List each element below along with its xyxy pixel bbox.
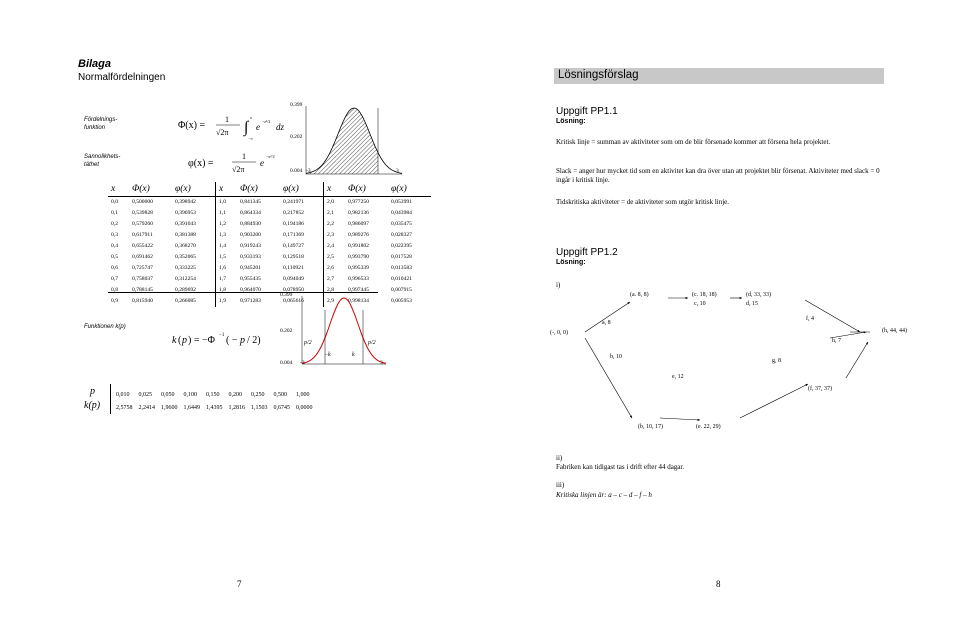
table-header-cell: Φ(x) — [129, 182, 172, 197]
left-page-number: 7 — [237, 579, 242, 589]
kp-table-divider — [110, 384, 111, 414]
plot1-xmin-label: -3 — [306, 168, 311, 174]
part-ii-text: Fabriken kan tidigast tas i drift efter 44 dagar. — [556, 463, 685, 471]
svg-text:−z²/2: −z²/2 — [262, 119, 271, 124]
node-f: (f, 37, 37) — [808, 386, 832, 392]
svg-text:(: ( — [178, 335, 182, 346]
table-cell: 0,8 — [111, 287, 118, 293]
svg-text:dz: dz — [276, 122, 285, 132]
edge-e-label: e, 12 — [672, 374, 684, 380]
table-cell: 0,919243 — [240, 243, 261, 249]
table-header-cell: φ(x) — [388, 182, 431, 197]
table-cell: 0,010421 — [391, 276, 412, 282]
pp2-solution-label: Lösning: — [556, 259, 586, 266]
table-cell: 0,964070 — [240, 287, 261, 293]
right-page-number: 8 — [716, 579, 721, 589]
svg-text:√2π: √2π — [232, 165, 245, 174]
table-cell: 0,289692 — [175, 287, 196, 293]
svg-text:k: k — [172, 335, 177, 346]
pp1-paragraph-critical: Kritisk linje = summan av aktiviteter som om de blir försenade kommer att försena hela projektet. — [556, 138, 831, 146]
node-a: (a. 8, 8) — [630, 292, 649, 298]
table-cell: 0,149727 — [283, 243, 304, 249]
k-value-cell: 1,1503 — [251, 404, 268, 411]
kp-plot-svg — [280, 290, 390, 370]
p-value-cell: 0,100 — [183, 391, 197, 398]
normal-cdf-plot — [290, 100, 405, 180]
p-value-cell: 1,000 — [296, 391, 310, 398]
pp1-paragraph-timecritical: Tidskritiska aktiviteter = de aktiviteter som utgör kritisk linje. — [556, 198, 730, 206]
pdf-formula — [186, 146, 286, 180]
page-subtitle: Normalfördelningen — [78, 72, 166, 83]
table-cell: 0,333225 — [175, 265, 196, 271]
plot2-ymin-label: 0.004 — [280, 360, 293, 366]
table-cell: 0,0 — [111, 199, 118, 205]
k-value-cell: 1,4395 — [206, 404, 223, 411]
kp-table-row — [116, 388, 319, 401]
table-row — [108, 208, 431, 219]
table-cell: 0,758037 — [132, 276, 153, 282]
table-cell: 0,997445 — [348, 287, 369, 293]
table-cell: 0,933193 — [240, 254, 261, 260]
table-cell: 0,312254 — [175, 276, 196, 282]
plot1-ymax-label: 0.399 — [290, 102, 303, 108]
plot2-ymax-label: 0.399 — [280, 292, 293, 298]
table-cell: 0,110921 — [283, 265, 304, 271]
table-cell: 0,013583 — [391, 265, 412, 271]
table-cell: 2,1 — [324, 208, 346, 219]
table-cell: 0,017528 — [391, 254, 412, 260]
table-cell: 0,078950 — [283, 287, 304, 293]
table-header-cell: x — [324, 182, 346, 197]
table-cell: 0,094049 — [283, 276, 304, 282]
p-value-cell: 0,500 — [273, 391, 287, 398]
part-ii-label: ii) — [556, 454, 563, 462]
svg-text:−1: −1 — [219, 333, 225, 338]
table-cell: 1,5 — [216, 252, 238, 263]
table-cell: 0,398942 — [175, 199, 196, 205]
table-row — [108, 274, 431, 285]
table-cell: 0,396953 — [175, 210, 196, 216]
k-value-cell: 1,9600 — [161, 404, 178, 411]
svg-text:φ(x) =: φ(x) = — [188, 158, 214, 169]
table-cell: 0,005953 — [391, 298, 412, 304]
table-cell: 1,0 — [216, 197, 238, 209]
node-e: (e. 22, 29) — [696, 424, 721, 430]
kp-table-row — [116, 401, 319, 414]
part-i-label: i) — [556, 281, 561, 289]
k-value-cell: 2,2414 — [138, 404, 155, 411]
svg-text:p: p — [182, 335, 187, 346]
table-cell: 2,6 — [324, 263, 346, 274]
table-cell: 0,5 — [111, 254, 118, 260]
table-cell: 0,884930 — [240, 221, 261, 227]
network-arrows — [550, 288, 960, 438]
table-cell: 0,815940 — [132, 298, 153, 304]
part-iii-label: iii) — [556, 481, 565, 489]
table-cell: 0,998134 — [348, 298, 369, 304]
svg-text:√2π: √2π — [216, 128, 229, 137]
svg-text:/ 2): / 2) — [247, 335, 261, 346]
table-header-cell: x — [216, 182, 238, 197]
table-cell: 0,991802 — [348, 243, 369, 249]
kp-plot — [280, 290, 390, 370]
table-header-cell: x — [108, 182, 129, 197]
node-c: (c. 18, 18) — [692, 292, 717, 298]
edge-f-label: f, 4 — [806, 316, 814, 322]
table-cell: 0,352065 — [175, 254, 196, 260]
edge-a-label: a, 8 — [602, 320, 611, 326]
table-cell: 0,381388 — [175, 232, 196, 238]
table-header-cell: Φ(x) — [237, 182, 280, 197]
table-cell: 0,217852 — [283, 210, 304, 216]
part-iii-text: Kritiska linjen är: a – c – d – f – h — [556, 491, 652, 499]
kp-formula — [170, 328, 280, 350]
table-cell: 0,579260 — [132, 221, 153, 227]
plot2-k-label: k — [352, 352, 355, 358]
table-cell: 0,391043 — [175, 221, 196, 227]
table-cell: 0,989276 — [348, 232, 369, 238]
plot1-xmax-label: 3 — [396, 168, 399, 174]
table-row — [108, 241, 431, 252]
p-value-cell: 0,250 — [251, 391, 265, 398]
right-page — [480, 0, 960, 619]
p-label: p — [90, 386, 95, 397]
p-value-cell: 0,150 — [206, 391, 220, 398]
k-value-cell: 0,0000 — [296, 404, 313, 411]
table-cell: 0,2 — [111, 221, 118, 227]
pp1-solution-label: Lösning: — [556, 118, 586, 125]
svg-text:( −: ( − — [226, 335, 238, 346]
table-cell: 0,864334 — [240, 210, 261, 216]
table-header-row — [108, 182, 431, 197]
kp-row-label: k(p) — [84, 400, 101, 411]
table-header-cell: φ(x) — [280, 182, 324, 197]
table-cell: 2,4 — [324, 241, 346, 252]
edge-g-label: g, 8 — [772, 358, 781, 364]
table-cell: 0,903200 — [240, 232, 261, 238]
table-row — [108, 197, 431, 209]
table-row — [108, 219, 431, 230]
table-cell: 2,7 — [324, 274, 346, 285]
table-cell: 0,007915 — [391, 287, 412, 293]
edge-b-label: b, 10 — [610, 354, 622, 360]
table-cell: 0,841345 — [240, 199, 261, 205]
table-cell: 0,266085 — [175, 298, 196, 304]
table-cell: 0,655422 — [132, 243, 153, 249]
table-cell: 0,982136 — [348, 210, 369, 216]
page-title: Bilaga — [78, 58, 112, 70]
table-cell: 1,2 — [216, 219, 238, 230]
p-value-cell: 0,200 — [228, 391, 242, 398]
table-cell: 0,996533 — [348, 276, 369, 282]
table-cell: 0,500000 — [132, 199, 153, 205]
table-row — [108, 230, 431, 241]
table-cell: 2,2 — [324, 219, 346, 230]
svg-text:1: 1 — [242, 152, 246, 161]
node-d: (d, 33, 33) — [746, 292, 771, 298]
table-cell: 2,8 — [324, 285, 346, 296]
table-cell: 0,945201 — [240, 265, 261, 271]
svg-text:−x²/2: −x²/2 — [266, 154, 275, 159]
table-cell: 1,9 — [216, 296, 238, 307]
table-row — [108, 263, 431, 274]
table-cell: 0,788145 — [132, 287, 153, 293]
p-value-cell: 0,050 — [161, 391, 175, 398]
kp-function-label: Funktionen k(p) — [84, 324, 126, 330]
density-label: Sannolikhets- täthet — [84, 154, 121, 168]
plot1-ymin-label: 0.004 — [290, 168, 303, 174]
table-cell: 0,129518 — [283, 254, 304, 260]
distribution-label: Fördelnings- funktion — [84, 117, 118, 131]
table-cell: 0,971283 — [240, 298, 261, 304]
table-cell: 0,1 — [111, 210, 118, 216]
table-cell: 1,7 — [216, 274, 238, 285]
svg-text:−∞: −∞ — [248, 136, 254, 141]
pp2-title: Uppgift PP1.2 — [556, 247, 618, 258]
table-header-cell: Φ(x) — [345, 182, 388, 197]
table-cell: 0,9 — [111, 298, 118, 304]
plot2-ymid-label: 0.202 — [280, 328, 293, 334]
table-cell: 0,4 — [111, 243, 118, 249]
table-cell: 1,4 — [216, 241, 238, 252]
table-cell: 0,368270 — [175, 243, 196, 249]
svg-text:∫: ∫ — [244, 119, 249, 136]
plot2-xmin-label: -3 — [300, 360, 305, 366]
table-cell: 0,993790 — [348, 254, 369, 260]
table-cell: 0,241971 — [283, 199, 304, 205]
edge-d-label: d, 15 — [746, 301, 758, 307]
activity-network-diagram — [550, 288, 960, 438]
node-b: (b, 10, 17) — [638, 424, 663, 430]
table-cell: 0,028327 — [391, 232, 412, 238]
pp1-paragraph-slack: Slack = anger hur mycket tid som en aktivitet kan dra över utan att projektet blir försenat. Aktiviteter med slack = 0 ingår i kritisk linje. — [556, 167, 880, 184]
table-header-cell: φ(x) — [172, 182, 216, 197]
table-cell: 0,065616 — [283, 298, 304, 304]
table-cell: 0,977250 — [348, 199, 369, 205]
node-end: (h, 44, 44) — [882, 328, 907, 334]
kp-table — [116, 388, 319, 414]
table-cell: 0,986097 — [348, 221, 369, 227]
svg-text:x: x — [250, 115, 252, 120]
table-cell: 0,043984 — [391, 210, 412, 216]
table-cell: 0,691462 — [132, 254, 153, 260]
solutions-banner — [554, 68, 884, 84]
svg-text:p: p — [240, 335, 245, 346]
p-value-cell: 0,025 — [138, 391, 152, 398]
table-cell: 0,022395 — [391, 243, 412, 249]
table-cell: 1,1 — [216, 208, 238, 219]
plot2-negk-label: −k — [324, 352, 331, 358]
table-cell: 2,9 — [324, 296, 346, 307]
table-cell: 0,955435 — [240, 276, 261, 282]
table-cell: 0,539828 — [132, 210, 153, 216]
table-cell: 0,6 — [111, 265, 118, 271]
k-value-cell: 1,6449 — [183, 404, 200, 411]
plot2-xmax-label: 3 — [380, 360, 383, 366]
table-cell: 2,5 — [324, 252, 346, 263]
node-start: (-, 0, 0) — [550, 330, 568, 336]
cdf-formula — [176, 110, 291, 146]
k-value-cell: 1,2816 — [228, 404, 245, 411]
svg-text:) = −Φ: ) = −Φ — [188, 335, 215, 346]
k-value-cell: 2,5758 — [116, 404, 133, 411]
pp1-title: Uppgift PP1.1 — [556, 106, 618, 117]
edge-c-label: c, 10 — [694, 301, 706, 307]
plot2-left-tail-label: p/2 — [304, 340, 312, 346]
table-cell: 1,8 — [216, 285, 238, 296]
table-cell: 0,3 — [111, 232, 118, 238]
normal-distribution-table — [108, 182, 431, 307]
plot1-ymid-label: 0.202 — [290, 134, 303, 140]
svg-text:e: e — [260, 158, 264, 168]
svg-text:Φ(x) =: Φ(x) = — [178, 120, 206, 131]
table-cell: 1,3 — [216, 230, 238, 241]
table-cell: 0,171369 — [283, 232, 304, 238]
table-row — [108, 252, 431, 263]
k-value-cell: 0,6745 — [273, 404, 290, 411]
svg-text:1: 1 — [225, 115, 229, 124]
edge-h-label: h, 7 — [832, 338, 841, 344]
p-value-cell: 0,010 — [116, 391, 130, 398]
table-cell: 0,035475 — [391, 221, 412, 227]
plot2-right-tail-label: p/2 — [368, 340, 376, 346]
svg-text:e: e — [256, 122, 260, 132]
table-cell: 0,053991 — [391, 199, 412, 205]
table-cell: 0,7 — [111, 276, 118, 282]
table-cell: 2,3 — [324, 230, 346, 241]
table-cell: 1,6 — [216, 263, 238, 274]
table-cell: 0,725747 — [132, 265, 153, 271]
table-cell: 2,0 — [324, 197, 346, 209]
table-cell: 0,194186 — [283, 221, 304, 227]
solutions-banner-text: Lösningsförslag — [558, 69, 639, 81]
table-cell: 0,995339 — [348, 265, 369, 271]
table-cell: 0,617911 — [132, 232, 153, 238]
